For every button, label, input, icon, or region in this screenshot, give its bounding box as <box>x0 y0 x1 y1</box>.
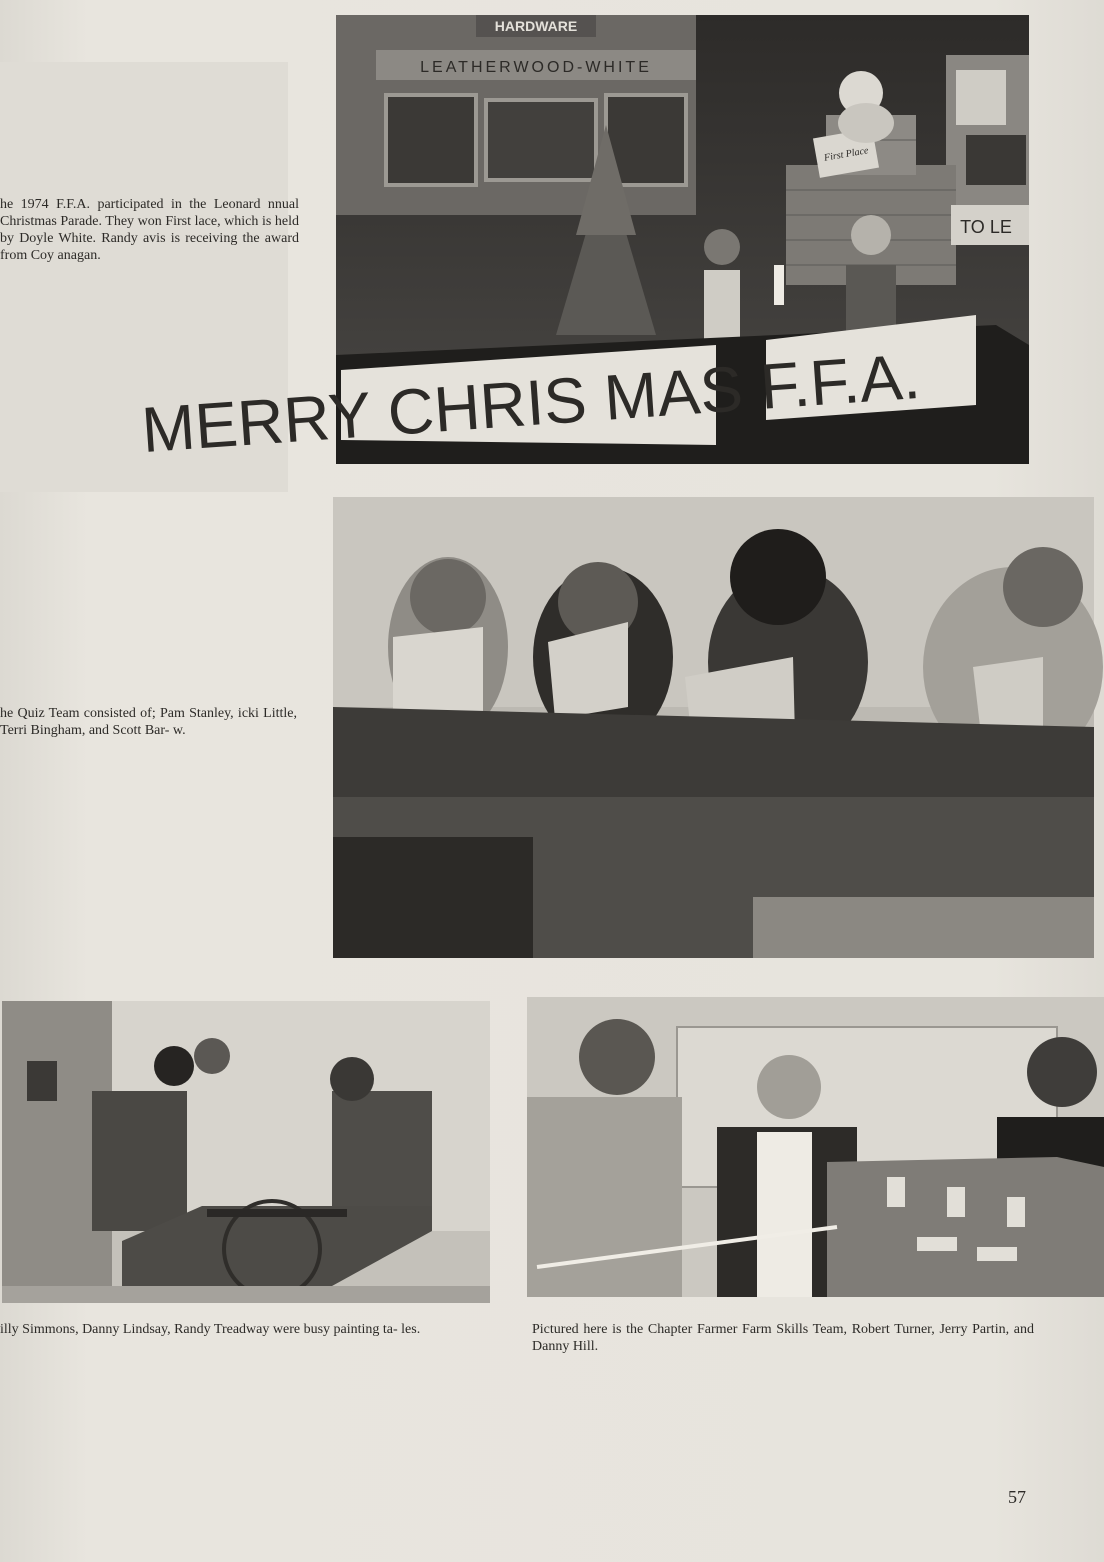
page-number: 57 <box>1008 1487 1026 1507</box>
farm-skills-caption: Pictured here is the Chapter Farmer Farm Skills Team, Robert Turner, Jerry Partin, and Danny Hill. <box>532 1322 1034 1354</box>
first-place-placard-text: First Place <box>823 145 870 164</box>
side-sign-text: TO LE <box>960 217 1012 237</box>
storefront-sign-text: LEATHERWOOD-WHITE <box>420 59 652 76</box>
quiz-team-caption: he Quiz Team consisted of; Pam Stanley, icki Little, Terri Bingham, and Scott Bar- w. <box>0 706 297 738</box>
hardware-sign-text: HARDWARE <box>494 18 578 34</box>
quiz-team-illustration <box>333 497 1094 958</box>
parade-caption: he 1974 F.F.A. participated in the Leonard nnual Christmas Parade. They won First lace, which is held by Doyle White. Randy avis is receiving the award from Coy anagan. <box>0 197 299 263</box>
merry-christmas-banner-text: MERRY CHRIS MAS F.F.A. <box>139 339 923 467</box>
farm-skills-team-photo <box>527 997 1104 1297</box>
quiz-team-photo <box>333 497 1094 958</box>
farm-skills-team-illustration <box>527 997 1104 1297</box>
painting-caption: illy Simmons, Danny Lindsay, Randy Treadway were busy painting ta- les. <box>0 1322 421 1337</box>
painting-tables-illustration <box>2 1001 490 1303</box>
painting-tables-photo <box>2 1001 490 1303</box>
